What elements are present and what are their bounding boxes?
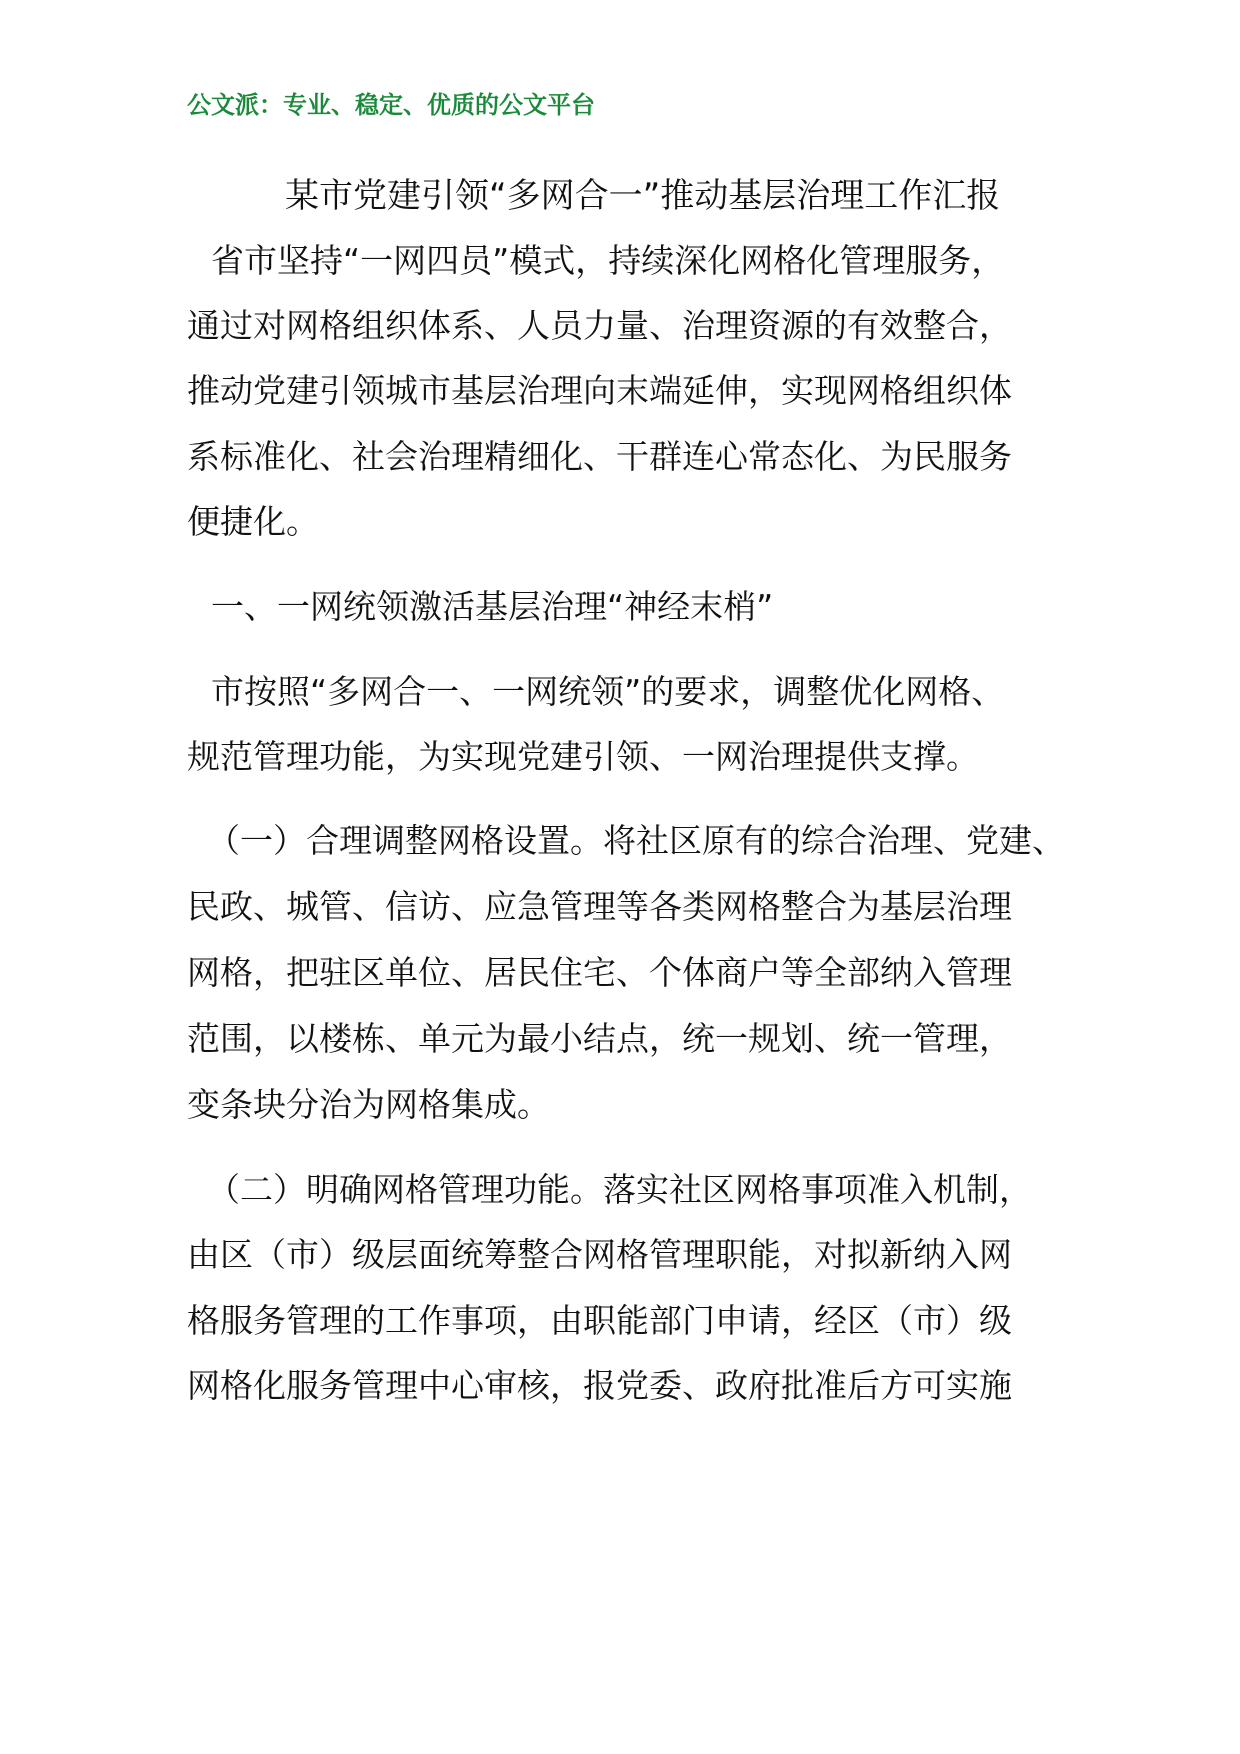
document-title: 某市党建引领“多网合一”推动基层治理工作汇报 <box>285 176 1001 216</box>
paragraph-line: 民政、城管、信访、应急管理等各类网格整合为基层治理 <box>187 887 1012 926</box>
paragraph-line: 网格，把驻区单位、居民住宅、个体商户等全部纳入管理 <box>187 953 1012 992</box>
header-banner: 公文派：专业、稳定、优质的公文平台 <box>187 91 595 119</box>
paragraph-line: 推动党建引领城市基层治理向末端延伸，实现网格组织体 <box>187 371 1012 410</box>
subsection-line: （一）合理调整网格设置。将社区原有的综合治理、党建、 <box>207 821 1065 860</box>
paragraph-line: 由区（市）级层面统筹整合网格管理职能，对拟新纳入网 <box>187 1235 1012 1274</box>
paragraph-line: 格服务管理的工作事项，由职能部门申请，经区（市）级 <box>187 1301 1012 1340</box>
paragraph-line: 网格化服务管理中心审核，报党委、政府批准后方可实施 <box>187 1366 1012 1405</box>
paragraph-line: 系标准化、社会治理精细化、干群连心常态化、为民服务 <box>187 437 1012 476</box>
paragraph-line: 变条块分治为网格集成。 <box>187 1085 550 1124</box>
subsection-line: （二）明确网格管理功能。落实社区网格事项准入机制， <box>207 1170 1032 1209</box>
section-heading: 一、一网统领激活基层治理“神经末梢” <box>211 587 774 626</box>
paragraph-line: 省市坚持“一网四员”模式，持续深化网格化管理服务， <box>211 241 1005 280</box>
paragraph-line: 规范管理功能，为实现党建引领、一网治理提供支撑。 <box>187 737 979 776</box>
paragraph-line: 便捷化。 <box>187 502 319 541</box>
paragraph-line: 范围，以楼栋、单元为最小结点，统一规划、统一管理， <box>187 1019 1012 1058</box>
paragraph-line: 通过对网格组织体系、人员力量、治理资源的有效整合， <box>187 306 1012 345</box>
paragraph-line: 市按照“多网合一、一网统领”的要求，调整优化网格、 <box>211 672 1005 711</box>
